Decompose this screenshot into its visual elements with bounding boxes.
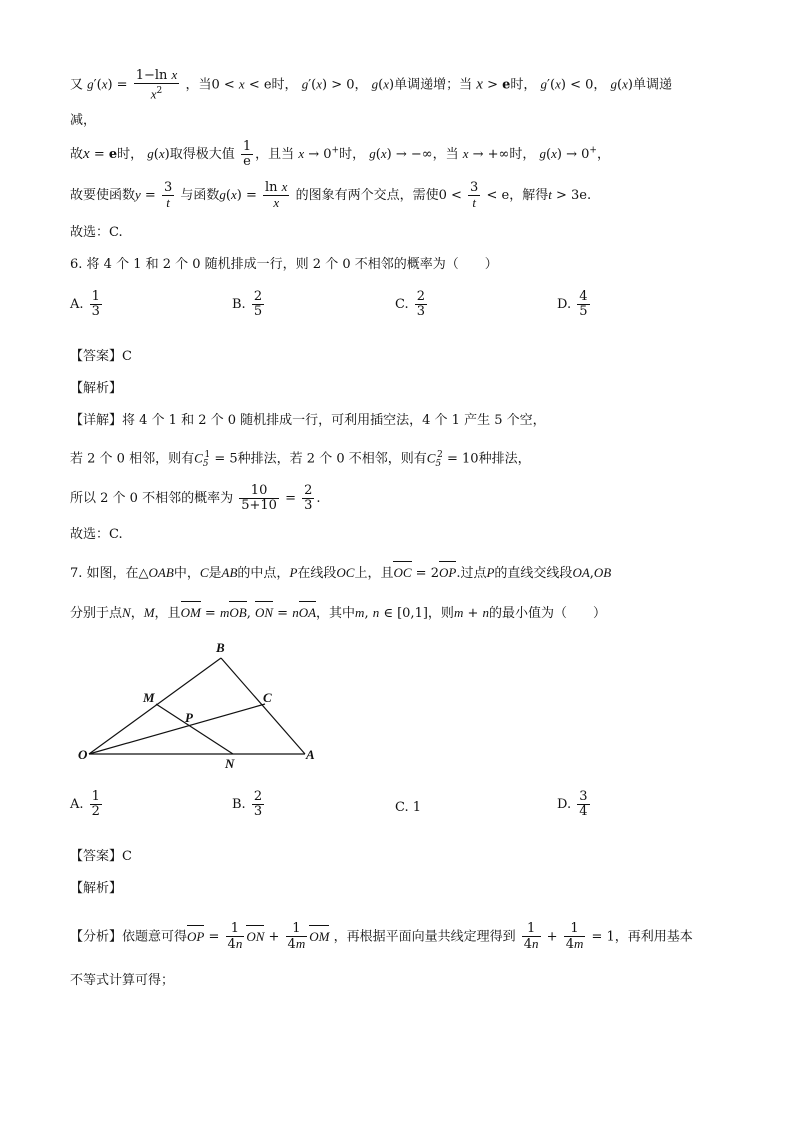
segment-BA [221,658,305,754]
triangle-figure [70,638,330,778]
label-B: B [216,640,225,655]
q6-option-b: B. $\frac{2}{5}$ [232,289,263,319]
q7-option-d: D. $\frac{3}{4}$ [557,789,588,819]
q6-answer: 【答案】C [70,349,132,364]
q7-option-c: C. 1 [395,800,422,815]
segment-MN [156,704,233,754]
q6-choice: 故选：C. [70,527,123,542]
q6-detail-1: 【详解】将 4 个 1 和 2 个 0 随机排成一行，可利用插空法，4 个 1 产生 5 个空， [70,413,546,428]
derivative-fraction: $\frac{\text{1−ln x}}{x^2}$ [135,67,178,102]
q7-stem-2: 分别于点N，M，且OM = mOB, ON = nOA，其中m, n ∈ [0,1]，则m + n的最小值为（ ） [70,605,607,621]
label-C: C [263,690,272,705]
q7-stem-1: 7. 如图，在△OAB中，C是AB的中点，P在线段OC上，且OC = 2OP.过点P的直线交线段OA,OB [70,565,612,581]
q7-option-b: B. $\frac{2}{3}$ [232,789,263,819]
label-A: A [306,747,315,762]
intersection-line: 故要使函数y = $\frac{3}{t}$ 与函数g(x) = $\frac{\text{ln x}}{x}$ 的图象有两个交点，需使0 < $\frac{3}{t}$ < e，解得t > 3e. [70,179,592,210]
q6-stem: 6. 将 4 个 1 和 2 个 0 随机排成一行，则 2 个 0 不相邻的概率为（ ） [70,257,498,272]
q7-fenxi: 【分析】依题意可得OP = $\frac{1}{4n}$ ON + $\frac{1}{4m}$ OM ，再根据平面向量共线定理得到 $\frac{1}{4n}$ + $\frac{1}{4m}$ = 1，再利用基本 [70,921,693,952]
label-P: P [185,710,193,725]
q7-answer: 【答案】C [70,849,132,864]
segment-OB [89,658,221,754]
label-M: M [143,690,155,705]
segment-OC [89,704,265,754]
q6-option-c: C. $\frac{2}{3}$ [395,289,426,319]
q6-detail-2: 若 2 个 0 相邻，则有$C_5^1 = 5$种排法，若 2 个 0 不相邻，则有$C_5^2 = 10$种排法， [70,450,531,469]
derivative-line: 又 g′(x) = $\frac{\text{1−ln x}}{x^2}$ ，当0 < x < e时， g′(x) > 0， g(x)单调递增；当 x > e时， g′(x) < 0， g(x)单调递 [70,67,672,102]
q6-analysis-heading: 【解析】 [70,381,123,396]
q7-analysis-heading: 【解析】 [70,881,123,896]
label-N: N [225,756,235,771]
q6-detail-3: 所以 2 个 0 不相邻的概率为 $\frac{10}{5+10}$ = $\frac{2}{3}$ . [70,483,321,513]
label-O: O [78,747,88,762]
previous-choice: 故选：C. [70,225,123,240]
q7-option-a: A. $\frac{1}{2}$ [70,789,100,819]
q6-option-a: A. $\frac{1}{3}$ [70,289,100,319]
q6-option-d: D. $\frac{4}{5}$ [557,289,588,319]
extremum-line: 故x = e时， g(x)取得极大值 $\frac{1}{e}$ ，且当 x → 0+时， g(x) → −∞，当 x → +∞时， g(x) → 0+， [70,139,610,169]
derivative-line-cont: 减， [70,113,97,128]
q7-fenxi-cont: 不等式计算可得； [70,973,175,988]
